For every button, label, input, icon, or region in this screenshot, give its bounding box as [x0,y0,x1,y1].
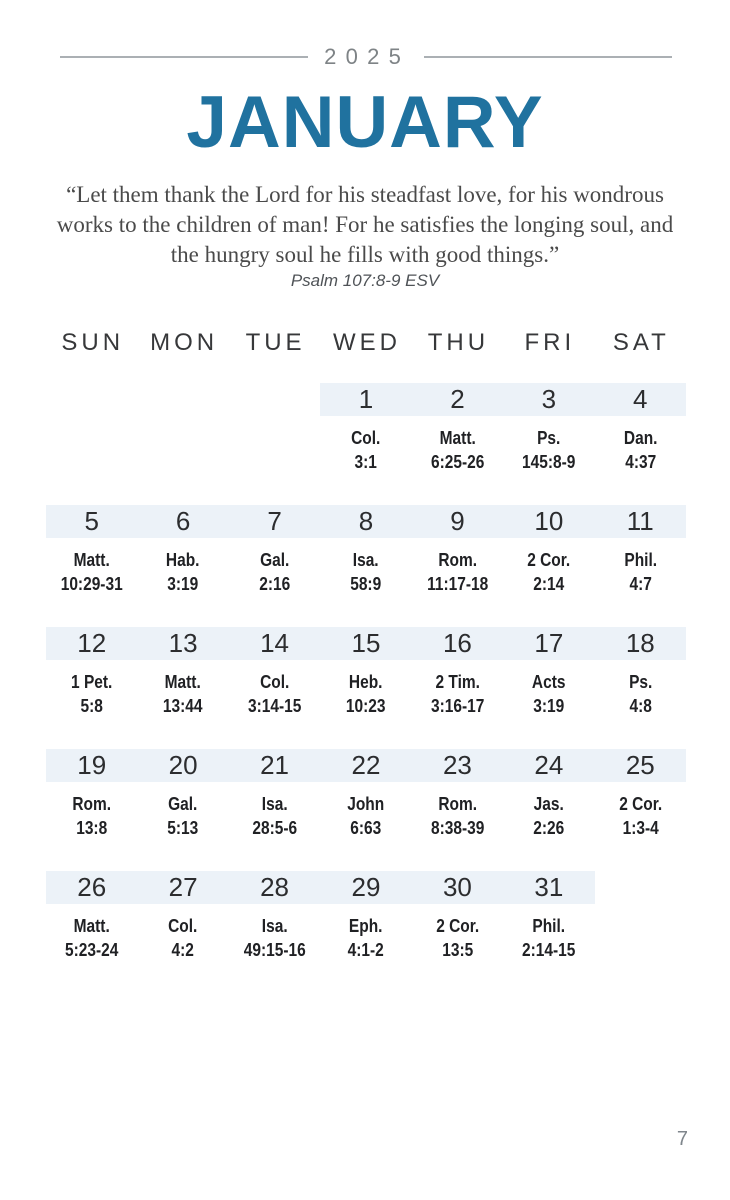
scripture-reference [418,426,497,474]
scripture-book: Rom. [438,550,477,570]
scripture-verse: 4:2 [171,940,195,960]
date-number: 20 [137,749,228,782]
scripture-book: Rom. [72,794,112,814]
date-number: 5 [46,505,137,538]
scripture-verse: 5:23-24 [65,940,119,960]
date-number: 12 [46,627,137,660]
scripture-verse: 2:14-15 [522,940,576,960]
calendar-cell [412,871,503,993]
year-header [60,44,672,70]
scripture-book: 2 Cor. [527,550,571,570]
scripture-reference [52,548,131,596]
calendar-cell [503,383,594,505]
scripture-book: 1 Pet. [71,672,113,692]
scripture-book: Jas. [533,794,564,814]
scripture-book: Hab. [166,550,200,570]
scripture-reference [327,548,406,596]
scripture-reference [510,914,589,962]
scripture-reference [418,792,497,840]
scripture-reference [52,670,131,718]
scripture-book: Ps. [628,672,652,692]
calendar-cell [595,871,686,993]
scripture-verse: 10:29-31 [60,574,123,594]
calendar-cell [46,505,137,627]
scripture-reference [510,792,589,840]
calendar-cell [46,871,137,993]
scripture-book: Matt. [73,550,110,570]
weekday-label: THU [427,329,490,356]
scripture-reference [327,426,406,474]
date-number: 6 [137,505,228,538]
scripture-reference [418,914,497,962]
calendar-cell [412,383,503,505]
scripture-verse: 4:7 [629,574,652,594]
scripture-book: Isa. [353,550,379,570]
right-rule [424,56,672,58]
weekday-label: SAT [612,329,670,356]
scripture-reference [601,670,680,718]
scripture-verse: 58:9 [350,574,382,594]
weekday-label: MON [150,329,219,356]
calendar-cell [229,627,320,749]
scripture-reference [418,548,497,596]
scripture-verse: 3:19 [167,574,199,594]
calendar-grid [46,383,686,993]
date-number: 11 [595,505,686,538]
scripture-verse: 2:14 [533,574,565,594]
date-number: 27 [137,871,228,904]
calendar-cell [503,749,594,871]
scripture-verse: 2:26 [533,818,565,838]
scripture-verse: 28:5-6 [252,818,297,838]
weekday-label: SUN [61,329,125,356]
calendar-cell [46,383,137,505]
scripture-verse: 11:17-18 [426,574,488,594]
scripture-verse: 4:37 [624,452,656,472]
scripture-book: Dan. [623,428,658,448]
calendar-cell [46,627,137,749]
calendar-cell [137,383,228,505]
date-number: 17 [503,627,594,660]
scripture-verse: 3:14-15 [247,696,302,716]
calendar-cell [320,749,411,871]
calendar-cell [503,871,594,993]
week-row [46,505,686,627]
calendar-cell [320,505,411,627]
verse-quote: “Let them thank the Lord for his steadfast love, for his wondrous works to the children of man! For he satisfies the longing soul, and the hungry soul he fills with good things.” [56,182,674,267]
date-number: 3 [503,383,594,416]
scripture-reference [601,792,680,840]
scripture-verse: 8:38-39 [430,818,485,838]
scripture-reference [144,670,223,718]
scripture-book: Phil. [623,550,657,570]
scripture-book: Col. [168,916,198,936]
week-row [46,749,686,871]
calendar-cell [229,871,320,993]
scripture-reference [52,914,131,962]
scripture-book: Ps. [537,428,561,448]
scripture-verse: 13:44 [163,696,203,716]
date-number [229,383,320,416]
scripture-book: Col. [259,672,290,692]
scripture-book: Gal. [168,794,198,814]
date-number: 14 [229,627,320,660]
date-number: 30 [412,871,503,904]
scripture-book: 2 Tim. [435,672,480,692]
month-title: JANUARY [186,82,544,163]
calendar-cell [320,627,411,749]
scripture-book: Eph. [349,916,383,936]
scripture-verse: 1:3-4 [622,818,659,838]
date-number: 21 [229,749,320,782]
calendar-cell [229,749,320,871]
date-number: 19 [46,749,137,782]
calendar-cell [412,505,503,627]
scripture-book: Isa. [261,916,288,936]
scripture-book: Phil. [532,916,566,936]
weekday-label: FRI [524,329,576,356]
weekday-label: TUE [245,329,306,356]
scripture-verse: 5:13 [167,818,199,838]
scripture-reference [327,670,406,718]
date-number: 2 [412,383,503,416]
scripture-reference [235,548,314,596]
scripture-reference [235,670,314,718]
date-number: 31 [503,871,594,904]
calendar-cell [595,383,686,505]
date-number: 25 [595,749,686,782]
date-number: 16 [412,627,503,660]
calendar-cell [595,749,686,871]
date-number: 28 [229,871,320,904]
scripture-verse: 10:23 [346,696,386,716]
calendar-cell [137,627,228,749]
scripture-book: 2 Cor. [435,916,479,936]
date-number: 24 [503,749,594,782]
calendar-cell [595,505,686,627]
scripture-verse: 3:1 [354,452,378,472]
scripture-verse: 2:16 [259,574,291,594]
scripture-reference [52,792,131,840]
scripture-book: Matt. [165,672,202,692]
scripture-reference [144,914,223,962]
week-row [46,871,686,993]
date-number: 10 [503,505,594,538]
date-number: 9 [412,505,503,538]
scripture-book: John [347,794,385,814]
calendar-cell [229,383,320,505]
calendar-cell [503,627,594,749]
date-number: 15 [320,627,411,660]
scripture-reference [235,792,314,840]
year-label: 2025 [324,44,411,69]
weekday-label: WED [332,329,401,356]
scripture-verse: 49:15-16 [243,940,306,960]
calendar-cell [229,505,320,627]
scripture-book: Matt. [73,916,110,936]
scripture-verse: 13:8 [76,818,108,838]
scripture-book: Rom. [438,794,477,814]
date-number: 29 [320,871,411,904]
scripture-book: Col. [351,428,381,448]
page-number: 7 [676,1128,688,1150]
scripture-verse: 6:63 [350,818,382,838]
scripture-book: Isa. [261,794,288,814]
date-number: 1 [320,383,411,416]
scripture-reference [235,914,314,962]
date-number [137,383,228,416]
scripture-reference [327,914,406,962]
scripture-book: Gal. [259,550,290,570]
calendar-cell [320,871,411,993]
calendar-cell [320,383,411,505]
calendar-cell [137,871,228,993]
date-number: 22 [320,749,411,782]
calendar-cell [595,627,686,749]
date-number: 8 [320,505,411,538]
scripture-book: Acts [532,672,566,692]
date-number: 4 [595,383,686,416]
scripture-reference [601,548,680,596]
scripture-reference [510,426,589,474]
scripture-reference [601,426,680,474]
scripture-book: Matt. [439,428,476,448]
calendar-cell [137,749,228,871]
date-number [46,383,137,416]
weekday-row [46,329,686,357]
date-number: 26 [46,871,137,904]
scripture-verse: 4:8 [629,696,652,716]
scripture-reference [327,792,406,840]
calendar-cell [503,505,594,627]
calendar-cell [412,627,503,749]
calendar-cell [412,749,503,871]
date-number [595,871,686,904]
week-row [46,627,686,749]
scripture-verse: 13:5 [441,940,473,960]
scripture-book: Heb. [349,672,383,692]
scripture-reference [510,670,589,718]
date-number: 18 [595,627,686,660]
left-rule [60,56,308,58]
verse-attribution: Psalm 107:8-9 ESV [290,271,440,290]
date-number: 23 [412,749,503,782]
week-row [46,383,686,505]
scripture-verse: 145:8-9 [522,452,576,472]
date-number: 7 [229,505,320,538]
scripture-reference [144,548,223,596]
date-number: 13 [137,627,228,660]
scripture-book: 2 Cor. [618,794,662,814]
calendar-cell [46,749,137,871]
scripture-reference [510,548,589,596]
scripture-verse: 3:19 [533,696,565,716]
scripture-verse: 4:1-2 [347,940,385,960]
scripture-reference [418,670,497,718]
scripture-verse: 5:8 [80,696,103,716]
scripture-reference [144,792,223,840]
scripture-verse: 6:25-26 [430,452,485,472]
calendar-cell [137,505,228,627]
scripture-verse: 3:16-17 [430,696,485,716]
